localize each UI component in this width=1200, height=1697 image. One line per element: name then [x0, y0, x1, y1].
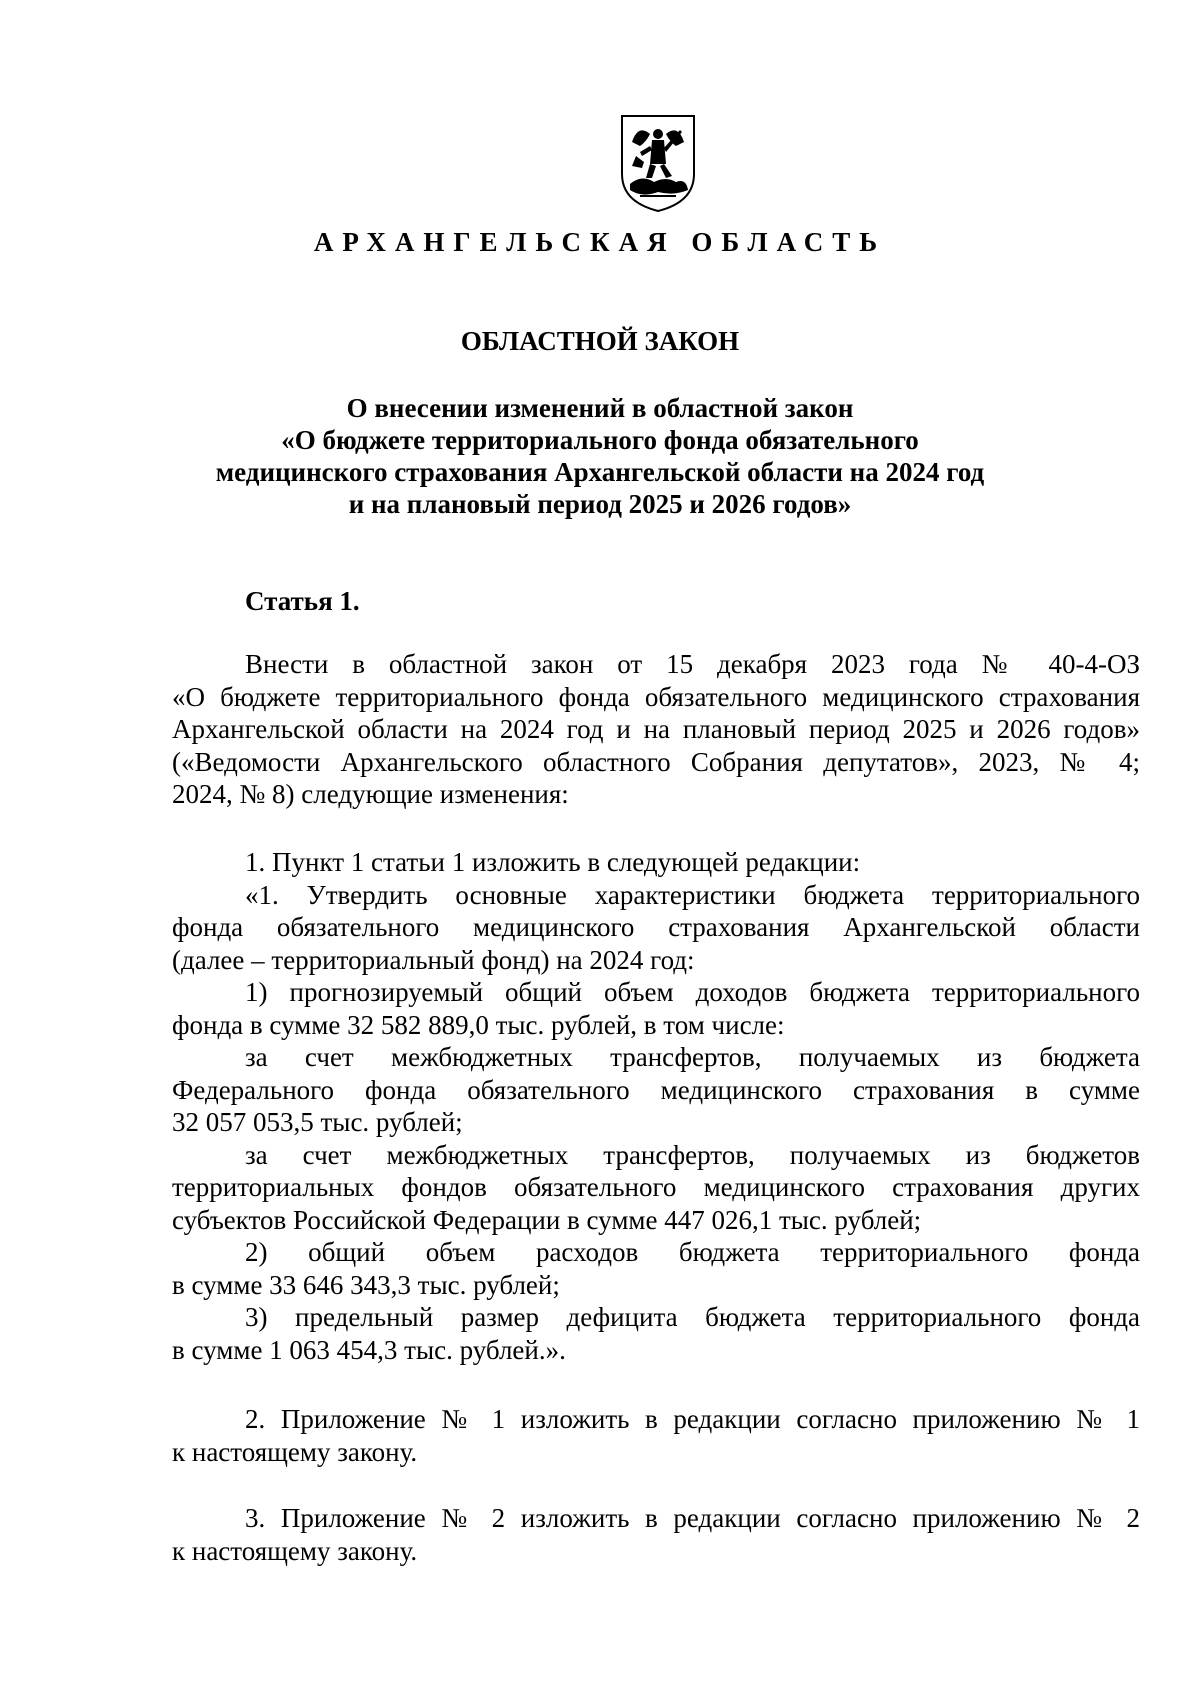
article-heading: Статья 1.	[245, 586, 360, 616]
amendment-item-3	[172, 1502, 1140, 1567]
paragraph-line: «О бюджете территориального фонда обязательного медицинского страхования	[172, 681, 1140, 712]
paragraph-line: за счет межбюджетных трансфертов, получаемых из бюджета	[245, 1042, 1140, 1072]
paragraph-line: 3. Приложение № 2 изложить в редакции согласно приложению № 2	[245, 1503, 1140, 1533]
document-type: ОБЛАСТНОЙ ЗАКОН	[460, 326, 740, 356]
paragraph-line: в сумме 1 063 454,3 тыс. рублей.».	[172, 1334, 566, 1365]
paragraph-line: фонда обязательного медицинского страхования Архангельской области	[172, 912, 1140, 942]
amendment-item-1	[172, 846, 1140, 1366]
region-name: АРХАНГЕЛЬСКАЯ ОБЛАСТЬ	[313, 227, 887, 257]
paragraph-line: к настоящему закону.	[172, 1436, 418, 1467]
paragraph-line: 2024, № 8) следующие изменения:	[172, 779, 569, 809]
paragraph-line: 2) общий объем расходов бюджета территориального фонда	[245, 1237, 1140, 1267]
archangel-coat-of-arms-icon	[618, 112, 698, 214]
paragraph-line: субъектов Российской Федерации в сумме 447 026,1 тыс. рублей;	[172, 1204, 922, 1235]
paragraph-line: 2. Приложение № 1 изложить в редакции согласно приложению № 1	[245, 1404, 1140, 1434]
law-title-line: «О бюджете территориального фонда обязательного	[281, 425, 919, 455]
paragraph-line: 32 057 053,5 тыс. рублей;	[172, 1107, 463, 1137]
paragraph-line: Внести в областной закон от 15 декабря 2023 года № 40-4-ОЗ	[245, 649, 1140, 679]
law-title-line: О внесении изменений в областной закон	[346, 393, 854, 423]
paragraph-line: Архангельской области на 2024 год и на плановый период 2025 и 2026 годов»	[172, 714, 1140, 744]
law-title-line: медицинского страхования Архангельской области на 2024 год	[215, 457, 985, 487]
paragraph-line: 1. Пункт 1 статьи 1 изложить в следующей редакции:	[245, 847, 861, 877]
paragraph-line: 3) предельный размер дефицита бюджета территориального фонда	[245, 1302, 1140, 1332]
paragraph-line: в сумме 33 646 343,3 тыс. рублей;	[172, 1269, 560, 1300]
amendment-item-2	[172, 1403, 1140, 1468]
paragraph-line: (далее – территориальный фонд) на 2024 год:	[172, 944, 695, 975]
law-title-line: и на плановый период 2025 и 2026 годов»	[348, 489, 852, 519]
law-title	[0, 392, 1200, 520]
paragraph-line: 1) прогнозируемый общий объем доходов бюджета территориального	[245, 977, 1140, 1007]
paragraph-line: «1. Утвердить основные характеристики бюджета территориального	[245, 879, 1140, 910]
intro-paragraph	[172, 648, 1140, 811]
paragraph-line: территориальных фондов обязательного медицинского страхования других	[172, 1172, 1140, 1202]
paragraph-line: за счет межбюджетных трансфертов, получаемых из бюджетов	[245, 1139, 1140, 1170]
paragraph-line: Федерального фонда обязательного медицинского страхования в сумме	[172, 1074, 1140, 1105]
paragraph-line: к настоящему закону.	[172, 1535, 418, 1566]
paragraph-line: фонда в сумме 32 582 889,0 тыс. рублей, в том числе:	[172, 1009, 785, 1040]
paragraph-line: («Ведомости Архангельского областного Собрания депутатов», 2023, № 4;	[172, 746, 1140, 777]
